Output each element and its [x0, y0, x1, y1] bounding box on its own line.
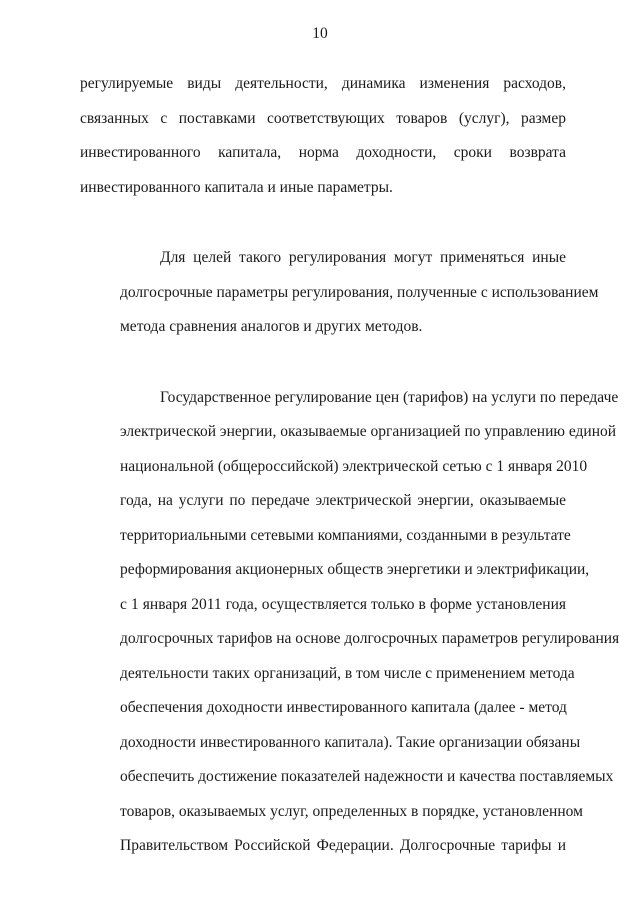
text-line: связанных с поставками соответствующих товаров (услуг), размер [80, 109, 566, 127]
paragraph [80, 381, 620, 864]
text-line: Правительством Российской Федерации. Долгосрочные тарифы и [120, 837, 566, 854]
text-line: инвестированного капитала, норма доходности, сроки возврата [80, 144, 566, 161]
text-line: метода сравнения аналогов и других методов. [120, 318, 423, 335]
text-line: обеспечить достижение показателей надежности и качества поставляемых [120, 768, 614, 785]
paragraph [80, 241, 599, 345]
text-line: территориальными сетевыми компаниями, созданными в результате [120, 526, 571, 544]
text-line: года, на услуги по передаче электрической энергии, оказываемые [120, 492, 566, 509]
text-line: долгосрочные параметры регулирования, полученные с использованием [120, 283, 599, 301]
text-line: Государственное регулирование цен (тарифов) на услуги по передаче [160, 388, 619, 406]
text-line: обеспечения доходности инвестированного капитала (далее - метод [120, 699, 567, 716]
text-line: с 1 января 2011 года, осуществляется только в форме установления [120, 595, 566, 613]
text-line: регулируемые виды деятельности, динамика изменения расходов, [80, 75, 566, 92]
text-line: электрической энергии, оказываемые организацией по управлению единой [120, 423, 617, 440]
page-number: 10 [312, 25, 328, 42]
text-line: деятельности таких организаций, в том числе с применением метода [120, 664, 575, 682]
text-line: товаров, оказываемых услуг, определенных в порядке, установленном [120, 802, 583, 820]
text-line: долгосрочных тарифов на основе долгосрочных параметров регулирования [120, 630, 620, 647]
document-body [80, 67, 620, 864]
text-line: реформирования акционерных обществ энергетики и электрификации, [120, 561, 590, 578]
text-line: Для целей такого регулирования могут применяться иные [160, 249, 566, 266]
paragraph-continued [80, 67, 566, 205]
text-line: доходности инвестированного капитала). Такие организации обязаны [120, 733, 581, 751]
text-line: национальной (общероссийской) электрической сетью с 1 января 2010 [120, 457, 588, 475]
text-line: инвестированного капитала и иные параметры. [80, 178, 393, 196]
